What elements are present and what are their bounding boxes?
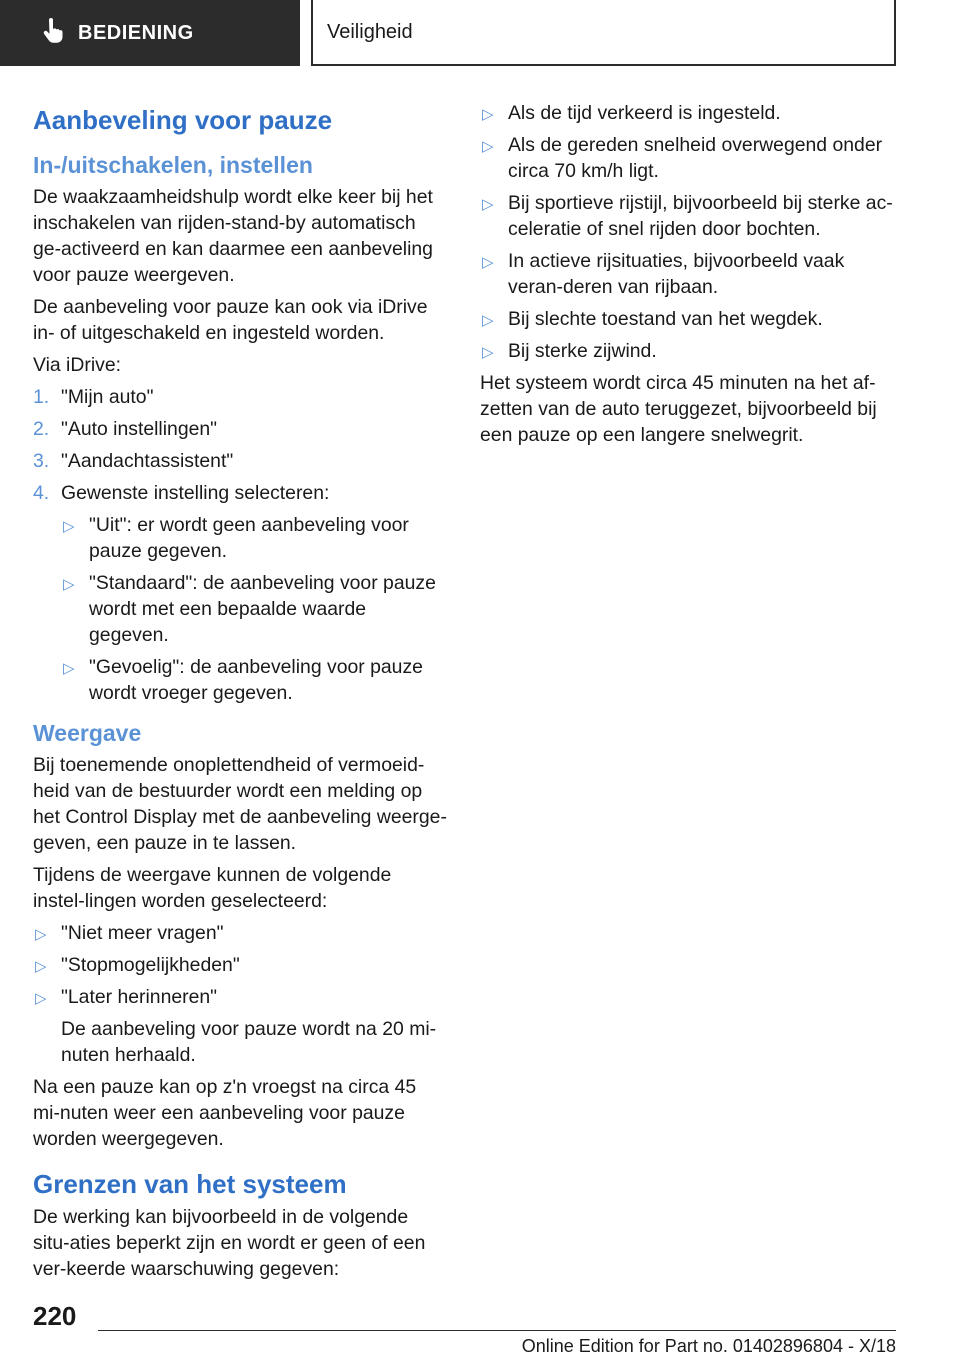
page-number: 220	[33, 1301, 77, 1331]
triangle-bullet-icon: ▷	[35, 926, 47, 943]
list-item	[61, 654, 448, 706]
list-item	[33, 416, 448, 442]
chapter-title-text: Veiligheid	[327, 20, 413, 43]
triangle-bullet-icon: ▷	[482, 106, 494, 123]
list-item	[480, 190, 895, 242]
limit-text: In actieve rijsituaties, bijvoorbeeld vaak veran-deren van rijbaan.	[508, 250, 845, 298]
paragraph: De aanbeveling voor pauze kan ook via iDrive in- of uitgeschakeld en ingesteld worden.	[33, 296, 428, 344]
later-note: De aanbeveling voor pauze wordt na 20 mi-nuten herhaald.	[61, 1018, 437, 1066]
triangle-bullet-icon: ▷	[482, 254, 494, 271]
section-tab[interactable]	[0, 0, 300, 66]
step-number: 1.	[33, 386, 50, 408]
list-item	[480, 248, 895, 300]
step-text: "Auto instellingen"	[61, 418, 218, 440]
section-label: BEDIENING	[78, 21, 194, 44]
list-item	[33, 984, 448, 1010]
paragraph: Tijdens de weergave kunnen de volgende instel-lingen worden geselecteerd:	[33, 864, 392, 912]
triangle-bullet-icon: ▷	[35, 990, 47, 1007]
step-number: 4.	[33, 482, 50, 504]
setting-options	[61, 512, 448, 706]
option-text: "Uit": er wordt geen aanbeveling voor pauze gegeven.	[89, 514, 409, 562]
hand-pointer-icon	[42, 18, 64, 49]
triangle-bullet-icon: ▷	[482, 196, 494, 213]
list-item	[61, 570, 448, 648]
option-text: "Standaard": de aanbeveling voor pauze wordt met een bepaalde waarde gegeven.	[89, 572, 436, 646]
limit-situations	[480, 100, 895, 364]
step-text: Gewenste instelling selecteren:	[61, 482, 330, 504]
edition-info: Online Edition for Part no. 01402896804 - X/18	[521, 1336, 896, 1356]
paragraph: De waakzaamheidshulp wordt elke keer bij het inschakelen van rijden-stand-by automatisch ge-activeerd en kan daarmee een aanbeveling voor pauze weergeven.	[33, 186, 433, 286]
step-text: "Aandachtassistent"	[61, 450, 234, 472]
idrive-steps	[33, 384, 448, 706]
triangle-bullet-icon: ▷	[63, 518, 75, 535]
step-number: 3.	[33, 450, 50, 472]
paragraph: De werking kan bijvoorbeeld in de volgende situ-aties beperkt zijn en wordt er geen of een ver-keerde waarschuwing gegeven:	[33, 1206, 426, 1280]
heading-break-recommendation: Aanbeveling voor pauze	[33, 105, 333, 135]
paragraph: Bij toenemende onoplettendheid of vermoeid-heid van de bestuurder wordt een melding op het Control Display met de aanbeveling weerge-geven, een pauze in te lassen.	[33, 754, 447, 854]
list-item	[33, 952, 448, 978]
triangle-bullet-icon: ▷	[482, 312, 494, 329]
list-item	[33, 480, 448, 706]
list-item	[480, 338, 895, 364]
footer-divider	[98, 1330, 896, 1331]
option-text: "Niet meer vragen"	[61, 922, 224, 944]
list-item	[480, 306, 895, 332]
list-item	[61, 512, 448, 564]
list-item	[33, 448, 448, 474]
limit-text: Als de tijd verkeerd is ingesteld.	[508, 102, 781, 124]
list-item	[33, 384, 448, 410]
option-text: "Gevoelig": de aanbeveling voor pauze wordt vroeger gegeven.	[89, 656, 423, 704]
triangle-bullet-icon: ▷	[482, 138, 494, 155]
chapter-title	[311, 0, 896, 66]
option-text: "Stopmogelijkheden"	[61, 954, 240, 976]
limit-text: Bij slechte toestand van het wegdek.	[508, 308, 823, 330]
heading-switch-settings: In-/uitschakelen, instellen	[33, 152, 313, 178]
paragraph: Na een pauze kan op z'n vroegst na circa 45 mi-nuten weer een aanbeveling voor pauze worden weergegeven.	[33, 1076, 417, 1150]
triangle-bullet-icon: ▷	[482, 344, 494, 361]
heading-display: Weergave	[33, 720, 142, 746]
right-column	[480, 100, 895, 454]
limit-text: Bij sterke zijwind.	[508, 340, 657, 362]
triangle-bullet-icon: ▷	[63, 660, 75, 677]
heading-system-limits: Grenzen van het systeem	[33, 1169, 347, 1199]
paragraph: Via iDrive:	[33, 354, 122, 376]
list-item	[480, 132, 895, 184]
triangle-bullet-icon: ▷	[35, 958, 47, 975]
limit-text: Bij sportieve rijstijl, bijvoorbeeld bij sterke ac-celeratie of snel rijden door bochten.	[508, 192, 893, 240]
list-item	[480, 100, 895, 126]
option-text: "Later herinneren"	[61, 986, 218, 1008]
step-text: "Mijn auto"	[61, 386, 154, 408]
paragraph: Het systeem wordt circa 45 minuten na het af-zetten van de auto teruggezet, bijvoorbeeld bij een pauze op een langere snelwegrit.	[480, 372, 877, 446]
left-column	[33, 100, 448, 1288]
triangle-bullet-icon: ▷	[63, 576, 75, 593]
list-item	[33, 920, 448, 946]
limit-text: Als de gereden snelheid overwegend onder circa 70 km/h ligt.	[508, 134, 883, 182]
display-options	[33, 920, 448, 1010]
step-number: 2.	[33, 418, 50, 440]
